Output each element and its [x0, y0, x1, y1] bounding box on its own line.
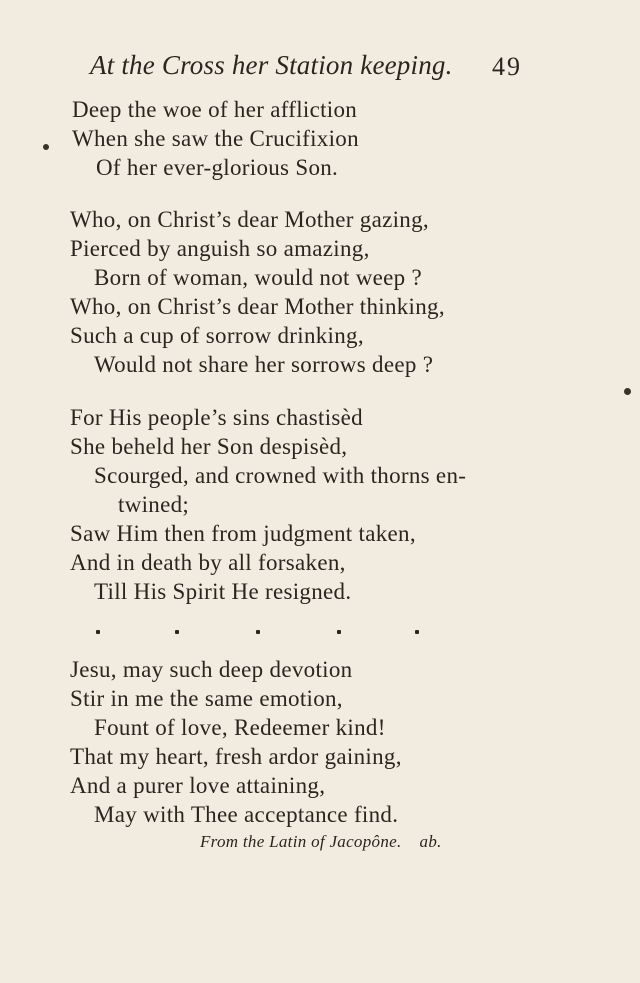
ellipsis-divider [0, 620, 640, 640]
poem-line: Who, on Christ’s dear Mother gazing, [70, 207, 429, 232]
poem-line: And in death by all forsaken, [70, 550, 346, 575]
attribution-source: From the Latin of Jacopône. [200, 832, 402, 851]
divider-dot [256, 630, 260, 634]
attribution-initials: ab. [419, 832, 442, 851]
ink-speck [43, 144, 49, 150]
poem-line: twined; [118, 492, 190, 517]
divider-dot [175, 630, 179, 634]
page-number: 49 [492, 52, 522, 81]
poem-line: Jesu, may such deep devotion [70, 657, 353, 682]
poem-line: Deep the woe of her affliction [72, 97, 358, 122]
poem-line: Who, on Christ’s dear Mother thinking, [70, 294, 445, 319]
divider-dot [96, 630, 100, 634]
poem-line: For His people’s sins chastisèd [70, 405, 363, 430]
poem-line: When she saw the Crucifixion [72, 126, 359, 151]
ink-speck [624, 388, 631, 395]
poem-line: That my heart, fresh ardor gaining, [70, 744, 402, 769]
poem-line: Scourged, and crowned with thorns en- [94, 463, 467, 488]
poem-line: Would not share her sorrows deep ? [94, 352, 434, 377]
poem-line: Fount of love, Redeemer kind! [94, 715, 386, 740]
attribution [200, 832, 442, 852]
poem-line: Born of woman, would not weep ? [94, 265, 423, 290]
divider-dot [337, 630, 341, 634]
poem-line: And a purer love attaining, [70, 773, 326, 798]
running-title: At the Cross her Station keeping. [90, 50, 453, 80]
poem-line: Stir in me the same emotion, [70, 686, 343, 711]
poem-line: Of her ever-glorious Son. [96, 155, 339, 180]
poem-line: She beheld her Son despisèd, [70, 434, 348, 459]
running-header [90, 50, 530, 90]
poem-line: May with Thee acceptance find. [94, 802, 399, 827]
poem-line: Pierced by anguish so amazing, [70, 236, 370, 261]
poem-line: Such a cup of sorrow drinking, [70, 323, 364, 348]
poem-line: Saw Him then from judgment taken, [70, 521, 416, 546]
poem-line: Till His Spirit He resigned. [94, 579, 352, 604]
divider-dot [415, 630, 419, 634]
